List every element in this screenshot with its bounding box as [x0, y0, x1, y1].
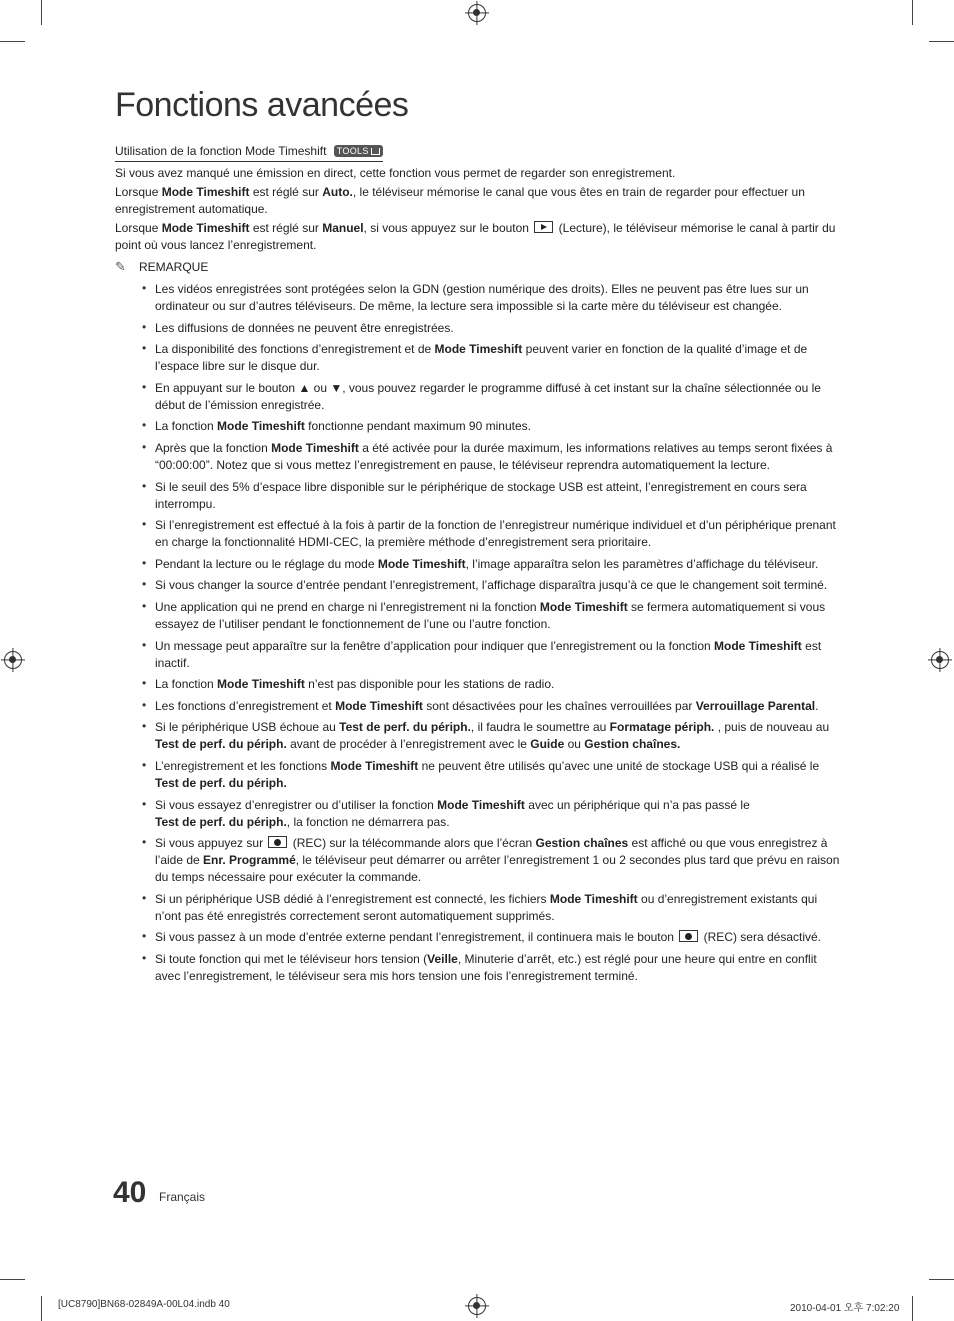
tools-label: TOOLS [336, 146, 369, 156]
text-run: Lorsque [115, 221, 162, 235]
registration-mark-icon [4, 651, 22, 669]
note-heading [115, 258, 843, 276]
crop-mark [912, 1296, 913, 1321]
text-run: ou d’enregistrement existants qui n’ont pas été enregistrés correctement seront automatiquement supprimés. [155, 891, 818, 923]
bold-term: Mode Timeshift [549, 891, 638, 906]
text-run: est affiché ou que vous enregistrez à l’aide de [155, 836, 828, 868]
bold-term: Manuel [322, 221, 364, 235]
text-run: , la fonction ne démarrera pas. [286, 814, 450, 829]
note-label: REMARQUE [139, 260, 209, 274]
rec-button-icon [268, 836, 287, 848]
bold-term: Test de perf. du périph. [155, 814, 287, 829]
bold-term: Veille [427, 951, 458, 966]
section-heading [115, 143, 383, 162]
note-item [155, 676, 843, 693]
bold-term: Mode Timeshift [217, 677, 305, 692]
note-item [155, 281, 843, 315]
text-run: Une application qui ne prend en charge ni l’enregistrement ni la fonction [155, 599, 540, 614]
text-run: Les fonctions d’enregistrement et [155, 698, 336, 713]
note-item [155, 758, 843, 792]
text-run: a été activée pour la durée maximum, les informations relatives au temps seront fixées à “00:00:00”. Notez que si vous mettez l’enregistrement en pause, le téléviseur reprendra automatiquement la lecture. [155, 440, 833, 472]
footer-timestamp: 2010-04-01 오후 7:02:20 [790, 1303, 900, 1314]
crop-mark [912, 0, 913, 25]
footer-file: [UC8790]BN68-02849A-00L04.indb 40 [58, 1299, 230, 1310]
page-title: Fonctions avancées [115, 86, 409, 124]
crop-mark [929, 41, 954, 42]
crop-mark [929, 1279, 954, 1280]
text-run: ou [564, 737, 585, 752]
bold-term: Test de perf. du périph. [155, 737, 287, 752]
text-run: Si toute fonction qui met le téléviseur hors tension ( [155, 951, 428, 966]
intro-paragraph [115, 165, 843, 182]
note-item [155, 599, 843, 633]
text-run: Pendant la lecture ou le réglage du mode [155, 556, 378, 571]
crop-mark [41, 0, 42, 25]
notes-list [115, 281, 843, 985]
text-run: ne peuvent être utilisés qu’avec une unité de stockage USB qui a réalisé le [418, 758, 820, 773]
bold-term: Enr. Programmé [203, 853, 296, 868]
note-pencil-icon: ✎ [115, 259, 126, 274]
bold-term: Mode Timeshift [161, 185, 250, 199]
bold-term: Verrouillage Parental [695, 698, 816, 713]
text-run: peuvent varier en fonction de la qualité d’image et de l’espace libre sur le disque dur. [155, 342, 808, 374]
note-item [155, 835, 843, 886]
registration-mark-icon [468, 4, 486, 22]
bold-term: Mode Timeshift [335, 698, 423, 713]
text-run: est inactif. [155, 638, 822, 670]
text-run: Si un périphérique USB dédié à l’enregistrement est connecté, les fichiers [155, 891, 550, 906]
text-run: Après que la fonction [155, 440, 272, 455]
text-run: Si le périphérique USB échoue au [155, 720, 340, 735]
note-item [155, 719, 843, 753]
text-run: La disponibilité des fonctions d’enregistrement et de [155, 342, 435, 357]
text-run: avant de procéder à l’enregistrement avec le [286, 737, 531, 752]
crop-mark [0, 41, 25, 42]
note-item [155, 929, 843, 946]
text-run: Un message peut apparaître sur la fenêtre d’application pour indiquer que l’enregistrement ou la fonction [155, 638, 715, 653]
play-button-icon [534, 221, 553, 233]
text-run: se fermera automatiquement si vous essayez de l’utiliser pendant le fonctionnement de l’une ou l’autre fonction. [155, 599, 826, 631]
bold-term: Mode Timeshift [714, 638, 802, 653]
main-content [115, 141, 843, 989]
tools-icon [371, 148, 380, 155]
section-heading-text: Utilisation de la fonction Mode Timeshift [115, 144, 327, 158]
note-item [155, 341, 843, 375]
bold-term: Formatage périph. [609, 720, 715, 735]
text-run: Si vous essayez d’enregistrer ou d’utiliser la fonction [155, 797, 438, 812]
intro-paragraph [115, 184, 843, 218]
text-run: fonctionne pendant maximum 90 minutes. [304, 419, 531, 434]
note-item [155, 556, 843, 573]
registration-mark-icon [468, 1297, 486, 1315]
note-item [155, 479, 843, 513]
text-run: Si vous appuyez sur [155, 836, 267, 851]
bold-term: Mode Timeshift [161, 221, 250, 235]
text-run: Les vidéos enregistrées sont protégées selon la GDN (gestion numérique des droits). Elles ne peuvent pas être lues sur un ordinateur ou sur d’autres téléviseurs. De même, la lecture sera impossible si la carte mère du téléviseur est changée. [155, 282, 809, 313]
text-run: , puis de nouveau au [714, 720, 830, 735]
text-run: (REC) sur la télécommande alors que l’écran [289, 836, 536, 851]
note-item [155, 951, 843, 985]
text-run: n’est pas disponible pour les stations de radio. [304, 677, 555, 692]
text-run: L’enregistrement et les fonctions [155, 758, 331, 773]
bold-term: Mode Timeshift [437, 797, 525, 812]
bold-term: Mode Timeshift [434, 342, 523, 357]
text-run: , il faudra le soumettre au [470, 720, 610, 735]
text-run: La fonction [155, 419, 218, 434]
text-run: est réglé sur [249, 185, 323, 199]
note-item [155, 517, 843, 551]
text-run: , Minuterie d’arrêt, etc.) est réglé pour une heure qui entre en conflit avec l’enregistrement, le téléviseur sera mis hors tension une fois l’enregistrement terminé. [155, 951, 817, 983]
note-item [155, 577, 843, 594]
bold-term: Mode Timeshift [271, 440, 359, 455]
bold-term: Mode Timeshift [330, 758, 419, 773]
crop-mark [0, 1279, 25, 1280]
note-item [155, 638, 843, 672]
note-item [155, 418, 843, 435]
text-run: Si le seuil des 5% d’espace libre disponible sur le périphérique de stockage USB est atteint, l’enregistrement en cours sera interrompu. [155, 479, 807, 511]
text-run: En appuyant sur le bouton ▲ ou ▼, vous pouvez regarder le programme diffusé à cet instant sur la chaîne sélectionnée ou le début de l’émission enregistrée. [155, 380, 821, 412]
registration-mark-icon [931, 651, 949, 669]
intro-paragraph [115, 220, 843, 254]
text-run: Les diffusions de données ne peuvent être enregistrées. [155, 320, 454, 335]
text-run: avec un périphérique qui n’a pas passé le [524, 797, 750, 812]
text-run: , si vous appuyez sur le bouton [363, 221, 533, 235]
note-item [155, 320, 843, 337]
text-run: (REC) sera désactivé. [700, 930, 822, 945]
text-run: Si vous avez manqué une émission en direct, cette fonction vous permet de regarder son enregistrement. [115, 166, 676, 180]
intro-paragraphs [115, 165, 843, 254]
text-run: . [815, 698, 819, 713]
note-item [155, 698, 843, 715]
bold-term: Mode Timeshift [217, 419, 305, 434]
page-number: 40 [113, 1176, 147, 1209]
crop-mark [41, 1296, 42, 1321]
text-run: est réglé sur [249, 221, 323, 235]
text-run: Si vous changer la source d’entrée pendant l’enregistrement, l’affichage disparaîtra jusqu’à ce que le changement soit terminé. [155, 578, 828, 593]
note-item [155, 891, 843, 925]
bold-term: Gestion chaînes [535, 836, 629, 851]
bold-term: Mode Timeshift [539, 599, 628, 614]
rec-button-icon [679, 930, 698, 942]
bold-term: Test de perf. du périph. [155, 775, 287, 790]
note-item [155, 440, 843, 474]
text-run: , le téléviseur peut démarrer ou arrêter l’enregistrement 1 ou 2 secondes plus tard que prévu en raison du temps nécessaire pour exécuter la commande. [155, 853, 840, 885]
text-run: , le téléviseur mémorise le canal que vous êtes en train de regarder pour effectuer un enregistrement automatique. [115, 185, 805, 216]
page-language: Français [159, 1190, 206, 1204]
text-run: La fonction [155, 677, 218, 692]
bold-term: Guide [530, 737, 565, 752]
tools-badge [334, 145, 383, 157]
bold-term: Mode Timeshift [377, 556, 466, 571]
note-item [155, 797, 843, 831]
note-item [155, 380, 843, 414]
text-run: Si l’enregistrement est effectué à la fois à partir de la fonction de l’enregistreur numérique individuel et d’un périphérique prenant en charge la fonctionnalité HDMI-CEC, la première méthode d’enregistrement sera prioritaire. [155, 518, 836, 550]
bold-term: Gestion chaînes. [584, 737, 681, 752]
text-run: Si vous passez à un mode d’entrée externe pendant l’enregistrement, il continuera mais le bouton [155, 930, 678, 945]
text-run: , l’image apparaîtra selon les paramètres d’affichage du téléviseur. [465, 556, 819, 571]
bold-term: Auto. [322, 185, 353, 199]
bold-term: Test de perf. du périph. [339, 720, 471, 735]
text-run: sont désactivées pour les chaînes verrouillées par [422, 698, 696, 713]
text-run: Lorsque [115, 185, 162, 199]
text-run: (Lecture), le téléviseur mémorise le canal à partir du point où vous lancez l’enregistrement. [115, 221, 836, 252]
